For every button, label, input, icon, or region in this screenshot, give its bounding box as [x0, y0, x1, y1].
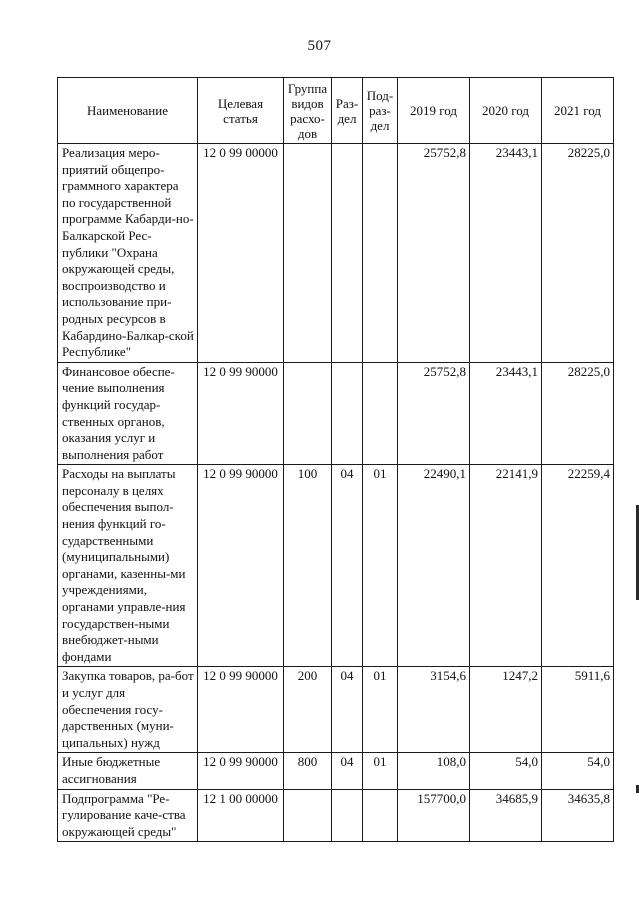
header-cell: Под-раз-дел: [363, 78, 398, 144]
budget-table: [57, 77, 614, 842]
amount-2020: 34685,9: [470, 789, 542, 842]
section: 04: [332, 465, 363, 667]
target-article: 12 0 99 90000: [198, 667, 284, 753]
amount-2021: 34635,8: [542, 789, 614, 842]
amount-2020: 22141,9: [470, 465, 542, 667]
amount-2019: 25752,8: [398, 144, 470, 363]
amount-2019: 25752,8: [398, 362, 470, 465]
table-body: [58, 144, 614, 842]
target-article: 12 0 99 90000: [198, 362, 284, 465]
header-cell: Группа видов расхо-дов: [284, 78, 332, 144]
expense-group: [284, 144, 332, 363]
expense-group: 200: [284, 667, 332, 753]
section: 04: [332, 667, 363, 753]
header-cell: 2020 год: [470, 78, 542, 144]
row-name: Финансовое обеспе-чение выполнения функций государ-ственных органов, оказания услуг и выполнения работ: [58, 362, 198, 465]
row-name: Закупка товаров, ра-бот и услуг для обеспечения госу-дарственных (муни-ципальных) нужд: [58, 667, 198, 753]
subsection: [363, 144, 398, 363]
amount-2019: 3154,6: [398, 667, 470, 753]
row-name: Расходы на выплаты персоналу в целях обеспечения выпол-нения функций го-сударственными (муниципальными) органами, казенны-ми учреждениями, органами управле-ния государствен-ными внебюджет-ными фондами: [58, 465, 198, 667]
page-number: 507: [307, 38, 332, 54]
subsection: 01: [363, 465, 398, 667]
table-row: [58, 753, 614, 789]
table-row: [58, 144, 614, 363]
subsection: [363, 362, 398, 465]
amount-2019: 157700,0: [398, 789, 470, 842]
amount-2021: 5911,6: [542, 667, 614, 753]
section: [332, 789, 363, 842]
row-name: Подпрограмма "Ре-гулирование каче-ства окружающей среды": [58, 789, 198, 842]
expense-group: 100: [284, 465, 332, 667]
amount-2019: 108,0: [398, 753, 470, 789]
table-row: [58, 465, 614, 667]
table-row: [58, 789, 614, 842]
amount-2021: 28225,0: [542, 362, 614, 465]
subsection: 01: [363, 753, 398, 789]
amount-2021: 28225,0: [542, 144, 614, 363]
section: 04: [332, 753, 363, 789]
amount-2021: 22259,4: [542, 465, 614, 667]
amount-2020: 54,0: [470, 753, 542, 789]
header-cell: Целевая статья: [198, 78, 284, 144]
amount-2020: 1247,2: [470, 667, 542, 753]
header-cell: 2019 год: [398, 78, 470, 144]
expense-group: [284, 789, 332, 842]
amount-2020: 23443,1: [470, 144, 542, 363]
table-row: [58, 667, 614, 753]
subsection: [363, 789, 398, 842]
amount-2021: 54,0: [542, 753, 614, 789]
amount-2020: 23443,1: [470, 362, 542, 465]
table-row: [58, 362, 614, 465]
header-row: [58, 78, 614, 144]
expense-group: 800: [284, 753, 332, 789]
subsection: 01: [363, 667, 398, 753]
expense-group: [284, 362, 332, 465]
target-article: 12 0 99 90000: [198, 465, 284, 667]
header-cell: Раз-дел: [332, 78, 363, 144]
target-article: 12 0 99 00000: [198, 144, 284, 363]
header-cell: 2021 год: [542, 78, 614, 144]
amount-2019: 22490,1: [398, 465, 470, 667]
target-article: 12 0 99 90000: [198, 753, 284, 789]
row-name: Иные бюджетные ассигнования: [58, 753, 198, 789]
section: [332, 144, 363, 363]
header-cell: Наименование: [58, 78, 198, 144]
target-article: 12 1 00 00000: [198, 789, 284, 842]
row-name: Реализация меро-приятий общепро-граммного характера по государственной программе Кабарди-но-Балкарской Рес-публики "Охрана окружающей среды, воспроизводство и использование при-родных ресурсов в Кабардино-Балкар-ской Республике": [58, 144, 198, 363]
section: [332, 362, 363, 465]
